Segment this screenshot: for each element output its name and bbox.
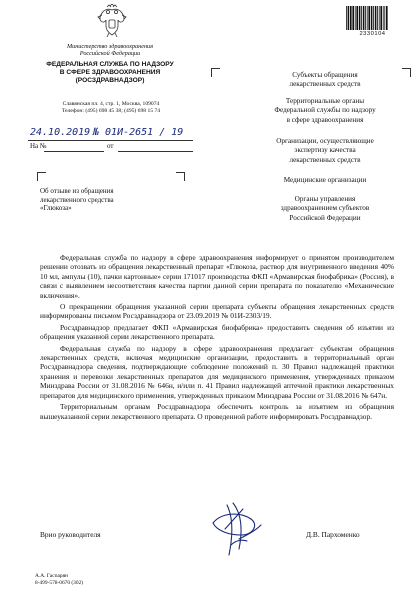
barcode-bar — [380, 6, 382, 30]
ministry-name — [40, 43, 180, 57]
recipient-4 — [245, 176, 405, 185]
barcode-bar — [375, 6, 377, 30]
barcode-bar — [379, 6, 380, 30]
recipient-line: экспертизу качества — [294, 146, 356, 155]
address-line-1: Славянская пл. 4, стр. 1, Москва, 109074 — [62, 101, 160, 107]
reply-date-label: от — [107, 142, 114, 150]
reply-number-line — [44, 151, 104, 152]
barcode-bar — [371, 6, 373, 30]
address-block — [36, 101, 186, 115]
recipient-line: лекарственных средств — [289, 80, 361, 89]
body-paragraph: Федеральная служба по надзору в сфере здравоохранения информирует о принятом производителем решении отозвать из обращения лекарственный препарат «Глюкоза, раствор для внутривенного введения 40% 10 мл, ампулы (10), пачки картонные» серии 171017 производства ФКП «Армавирская биофабрика» (Россия), в связи с выявлением несоответствия качества партии данной серии препарата по показателю «Механические включения». — [40, 253, 394, 300]
coat-of-arms-emblem — [96, 4, 128, 38]
recipient-line: в сфере здравоохранения — [286, 115, 364, 124]
barcode-bar — [365, 6, 366, 30]
service-line-2: В СФЕРЕ ЗДРАВООХРАНЕНИЯ — [59, 69, 161, 76]
bracket-top-left — [211, 68, 220, 77]
recipient-line: здравоохранением субъектов — [280, 204, 370, 213]
signatory-name: Д.В. Пархоменко — [306, 530, 360, 539]
barcode-bar — [384, 6, 385, 30]
ministry-line-2: Российской Федерации — [79, 50, 141, 58]
barcode-bar — [346, 6, 347, 30]
barcode-number: 2330104 — [359, 31, 386, 37]
recipient-line: лекарственных средств — [289, 155, 361, 164]
barcode-bar — [383, 6, 384, 30]
barcode-bar — [368, 6, 370, 30]
service-line-3: (РОСЗДРАВНАДЗОР) — [75, 77, 145, 84]
outgoing-number: № 01И-2651 / 19 — [93, 127, 184, 138]
barcode-bar — [373, 6, 374, 30]
barcode-bar — [377, 6, 378, 30]
letter-body — [40, 253, 394, 423]
recipient-3 — [245, 137, 405, 165]
barcode-bar — [386, 6, 388, 30]
date-underline — [28, 140, 193, 141]
bracket-subject-left — [37, 172, 46, 181]
body-paragraph: Территориальным органам Росздравнадзора обеспечить контроль за изъятием из обращения вышеуказанной серии лекарственного препарата. О проведенной работе информировать Росздравнадзор. — [40, 402, 394, 421]
recipient-line: Российской Федерации — [289, 213, 361, 222]
signatory-position: Врио руководителя — [40, 530, 101, 539]
reply-date-line — [118, 151, 193, 152]
barcode-bar — [352, 6, 354, 30]
barcode-bar — [361, 6, 362, 30]
bracket-subject-right — [176, 172, 185, 181]
subject-line: «Глюкоза» — [40, 204, 72, 213]
recipient-line: Медицинские организации — [283, 176, 367, 184]
recipient-line: Федеральной службы по надзору — [274, 106, 376, 115]
outgoing-date: 24.10.2019 — [30, 127, 91, 138]
reply-to-label: На № — [30, 142, 47, 150]
recipient-line: Субъекты обращения — [292, 71, 358, 79]
subject-line: лекарственного средства — [40, 195, 114, 204]
address-line-2: Телефон: (495) 698 45 38; (495) 698 15 74 — [61, 108, 161, 114]
subject-line: Об отзыве из обращения — [40, 187, 114, 195]
recipient-line: Органы управления — [294, 195, 356, 203]
barcode-bar — [367, 6, 368, 30]
barcode-bar — [350, 6, 352, 30]
executor-phone: 8-499-578-0670 (302) — [35, 579, 84, 586]
barcode-bar — [359, 6, 361, 30]
body-paragraph: О прекращении обращения указанной серии препарата субъекты обращения лекарственных средств информированы письмом Росздравнадзора от 23.09.2019 № 01И-2303/19. — [40, 302, 394, 321]
barcode-bar — [363, 6, 365, 30]
barcode-bar — [348, 6, 350, 30]
handwritten-signature — [203, 499, 269, 561]
body-paragraph: Росздравнадзор предлагает ФКП «Армавирская биофабрика» предоставить сведения об изъятии из обращения указанной серии лекарственного препарата. — [40, 322, 394, 342]
body-paragraph: Федеральная служба по надзору в сфере здравоохранения предлагает субъектам обращения лекарственных средств, включая медицинские организации, предоставить в территориальный орган Росздравнадзора сведения, подтверждающие соблюдение положений п. 30 Правил надлежащей практики хранения и перевозки лекарственных препаратов для медицинского применения, утвержденных приказом Минздрава России от 31.08.2016 № 646н, и/или п. 41 Правил надлежащей аптечной практики лекарственных препаратов для медицинского применения, утвержденных приказом Минздрава России от 31.08.2016 № 647н. — [40, 343, 394, 400]
recipient-2 — [245, 97, 405, 125]
recipient-1 — [245, 71, 405, 90]
recipient-line: Территориальные органы — [285, 97, 365, 105]
barcode — [345, 6, 400, 30]
recipient-5 — [245, 195, 405, 223]
recipient-line: Организации, осуществляющие — [276, 137, 374, 145]
service-line-1: ФЕДЕРАЛЬНАЯ СЛУЖБА ПО НАДЗОРУ — [46, 61, 174, 68]
executor-info — [35, 573, 83, 587]
service-name — [30, 61, 190, 85]
barcode-bar — [355, 6, 356, 30]
ministry-line-1: Министерство здравоохранения — [66, 43, 154, 50]
barcode-bar — [356, 6, 358, 30]
executor-name: А.А. Гаспарян — [35, 573, 68, 579]
letter-subject — [40, 187, 160, 213]
